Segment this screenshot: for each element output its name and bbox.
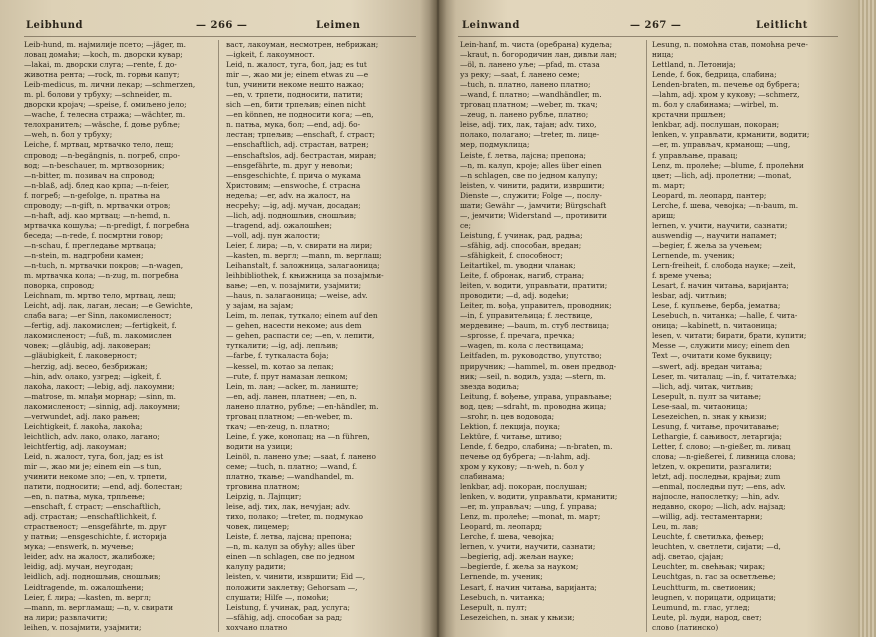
right-page xyxy=(438,0,876,637)
dictionary-line: ник; —seil, n. водиљ, узда; —stern, m. xyxy=(460,371,606,381)
dictionary-line: —n, m. калуп, кроје; alles über einen xyxy=(460,160,602,170)
dictionary-line: калупу радити; xyxy=(226,562,286,572)
dictionary-line: —mann, m. вергламаш; —n, v. свирати xyxy=(24,602,174,612)
dictionary-line: печење од бубрега; —n-lahm, adj. xyxy=(460,451,591,461)
dictionary-line: Lende, f. бедро, слабина; —n-braten, m. xyxy=(460,441,613,451)
dictionary-line: leisten, v. чинити, радити, извршити; xyxy=(460,180,605,190)
dictionary-line: хохчано платно xyxy=(226,622,288,632)
dictionary-line: страственост; —ensgefährte, m. друг xyxy=(24,522,167,532)
dictionary-line: спроводу; —n-gift, n. мртвачки отров; xyxy=(24,200,171,210)
dictionary-line: хром у кукову; —n-weh, n. бол у xyxy=(460,461,585,471)
dictionary-line: водити на узици; xyxy=(226,441,293,451)
dictionary-line: Lesepult, n. пулт за читање; xyxy=(652,391,762,401)
dictionary-line: —wand, f. платно; —wandhändler, m. xyxy=(460,90,602,100)
dictionary-line: adj. светао, сјајан; xyxy=(652,552,724,562)
dictionary-line: трговац платном; —weber, m. ткач; xyxy=(460,100,598,110)
dictionary-line: —enschaftlich, adj. страстан, ватрен; xyxy=(226,140,369,150)
dictionary-line: —n-haft, adj. као мртвац; —n-hemd, n. xyxy=(24,210,171,220)
dictionary-line: положити заклетву; Gehorsam —, xyxy=(226,582,358,592)
dictionary-line: несрећу; —ig, adj. мучан, досадан; xyxy=(226,200,361,210)
dictionary-line: Text —, очитати коме буквицу; xyxy=(652,351,773,361)
dictionary-line: f. време учења; xyxy=(652,271,712,281)
right-header-rule xyxy=(458,36,838,37)
dictionary-line: Leute, pl. људи, народ, свет; xyxy=(652,612,762,622)
dictionary-line: —lich, adj. подношљив, сношљив; xyxy=(226,210,357,220)
dictionary-line: Leuchtgas, n. гас за осветљење; xyxy=(652,572,776,582)
dictionary-line: —willig, adj. тестаментарни; xyxy=(652,512,763,522)
dictionary-line: слаба вага; —er Sinn, лакомисленост; xyxy=(24,311,172,321)
dictionary-line: Leipzig, n. Лајпциг; xyxy=(226,492,302,502)
dictionary-line: letzen, v. окрепити, разгалити; xyxy=(652,461,772,471)
dictionary-line: Leine, f. уже, конопац; на —n führen, xyxy=(226,431,370,441)
dictionary-line: lernen, v. учити, научити, сазнати; xyxy=(652,220,788,230)
dictionary-line: Lesezeichen, n. знак у књизи; xyxy=(652,411,767,421)
dictionary-line: auswendig —, научити напамет; xyxy=(652,230,777,240)
dictionary-line: Leistung, f. учинак, рад, радња; xyxy=(460,230,583,240)
dictionary-line: —begierig, adj. жељан науке; xyxy=(460,552,574,562)
dictionary-line: lernen, v. учити, научити, сазнати; xyxy=(460,542,596,552)
dictionary-line: —n-stein, m. надгробни камен; xyxy=(24,250,144,260)
left-page-header xyxy=(0,20,438,36)
dictionary-line: најпосле, напослетку; —hin, adv. xyxy=(652,492,780,502)
dictionary-line: —rute, f. прут намазан лепком; xyxy=(226,371,348,381)
dictionary-line: шати; Gewähr —, јамчити; Bürgschaft xyxy=(460,200,607,210)
dictionary-line: у зајам, на зајам; xyxy=(226,301,294,311)
dictionary-line: звезда водиља; xyxy=(460,381,520,391)
dictionary-line: lenken, v. управљати, крманити, водити; xyxy=(652,130,810,140)
right-page-header xyxy=(438,20,876,36)
dictionary-line: Leier, f. лира; —kasten, m. вергл; xyxy=(24,592,152,602)
dictionary-line: Lenden-braten, m. печење од бубрега; xyxy=(652,80,800,90)
dictionary-line: —kasten, m. вергл; —mann, m. верглаш; xyxy=(226,250,382,260)
dictionary-line: tun, учинити некоме нешто нажао; xyxy=(226,80,364,90)
dictionary-line: leihbibliothek, f. књижница за позајмљи- xyxy=(226,271,384,281)
dictionary-line: полако, полагано; —treter, m. лице- xyxy=(460,130,600,140)
dictionary-line: Lese-saal, m. читаоница; xyxy=(652,401,748,411)
dictionary-line: —in, f. управитељица; f. лествице, xyxy=(460,311,593,321)
dictionary-line: беседа; —n-rede, f. посмртни говор; xyxy=(24,230,164,240)
dictionary-line: leichtlich, adv. лако, олако, лагано; xyxy=(24,431,160,441)
dictionary-line: —enmal, последњи пут; —ens, adv. xyxy=(652,482,786,492)
dictionary-line: лакомисленост; —fuß, m. лакомислен xyxy=(24,331,172,341)
dictionary-line: —, јемчити; Widerstand —, противити xyxy=(460,210,607,220)
dictionary-line: —öl, n. ланено уље; —pfad, m. стаза xyxy=(460,60,600,70)
dictionary-line: Leinöl, n. ланено уље; —saat, f. ланено xyxy=(226,451,376,461)
right-header-guide-word-first: Leinwand xyxy=(462,20,520,31)
left-column-divider xyxy=(218,40,219,632)
dictionary-line: цвет; —lich, adj. пролетни; —monat, xyxy=(652,170,792,180)
dictionary-line: мер, подмуклица; xyxy=(460,140,530,150)
dictionary-line: —sfähigkeit, f. способност; xyxy=(460,250,563,260)
dictionary-line: Lende, f. бок, бедрица, слабина; xyxy=(652,70,777,80)
dictionary-line: —zeug, n. ланено рубље, платно; xyxy=(460,110,589,120)
dictionary-line: leuchten, v. светлети, сијати; —d, xyxy=(652,542,781,552)
dictionary-line: Lerche, f. шева, чевојка; —n-baum, m. xyxy=(652,200,799,210)
left-header-guide-word-last: Leimen xyxy=(316,20,361,31)
dictionary-line: Leihanstalt, f. заложница, залагаоница; xyxy=(226,261,380,271)
dictionary-line: Leuchte, f. светиљка, фењер; xyxy=(652,532,764,542)
dictionary-line: —herzig, adj. весео, безбрижан; xyxy=(24,361,148,371)
left-column-1 xyxy=(24,40,212,632)
left-page-number: — 266 — xyxy=(196,20,248,31)
dictionary-line: sich —en, бити трпељив; einen nicht xyxy=(226,100,366,110)
dictionary-line: Lerche, f. шева, чевојка; xyxy=(460,532,555,542)
right-page-number: — 267 — xyxy=(630,20,682,31)
dictionary-line: лакомисленост; —sinnig, adj. лакоумни; xyxy=(24,401,181,411)
dictionary-line: Lesart, f. начин читања, варијанта; xyxy=(652,281,789,291)
dictionary-line: — gehen, насести некоме; aus dem xyxy=(226,321,362,331)
dictionary-line: платно, ткање; —wandhandel, m. xyxy=(226,472,354,482)
left-header-rule xyxy=(24,36,416,37)
dictionary-line: f. управљање, правац; xyxy=(652,150,738,160)
dictionary-line: leidlich, adj. подношљив, сношљив; xyxy=(24,572,161,582)
dictionary-line: патити, подносити; —end, adj. болестан; xyxy=(24,482,183,492)
dictionary-line: Lesebuch, n. читанка; —halle, f. чита- xyxy=(652,311,798,321)
dictionary-line: туткалити; —ig, adj. лепљив; xyxy=(226,341,339,351)
dictionary-line: Leser, m. читалац; —in, f. читатељка; xyxy=(652,371,797,381)
dictionary-line: —wagen, m. кола с лествицама; xyxy=(460,341,584,351)
dictionary-line: мука; —enswerk, n. мучење; xyxy=(24,542,134,552)
dictionary-line: —tuch, n. платно, ланено платно; xyxy=(460,80,591,90)
dictionary-line: —sfähig, adj. способан за рад; xyxy=(226,612,343,622)
right-column-divider xyxy=(646,40,647,632)
dictionary-line: човек; —gläubig, adj. лаковеран; xyxy=(24,341,151,351)
dictionary-line: —tragend, adj. ожалошћен; xyxy=(226,220,332,230)
dictionary-line: Lein, m. лан; —acker, m. ланиште; xyxy=(226,381,359,391)
dictionary-line: Lesart, f. начин читања, варијанта; xyxy=(460,582,597,592)
dictionary-line: човек, лицемер; xyxy=(226,522,290,532)
page-edges xyxy=(858,0,876,637)
dictionary-line: —n-schau, f. прегледање мртваца; xyxy=(24,240,157,250)
dictionary-line: Leid, n. жалост, туга, бол, јад; es ist xyxy=(24,451,164,461)
dictionary-line: mir —, жао ми је; einem ein —s tun, xyxy=(24,461,162,471)
dictionary-line: —haus, n. залагаоница; —weise, adv. xyxy=(226,291,368,301)
dictionary-line: Leopard, m. леопард, пантер; xyxy=(652,190,767,200)
dictionary-line: Lesepult, n. пулт; xyxy=(460,602,527,612)
dictionary-line: —swert, adj. вредан читања; xyxy=(652,361,763,371)
dictionary-line: крстачни пршљен; xyxy=(652,110,726,120)
dictionary-line: —n-bitter, m. позивач на спровод; xyxy=(24,170,155,180)
dictionary-line: ловац домаћи; —koch, m. дворски кувар; xyxy=(24,50,183,60)
dictionary-line: —en können, не подносити кога; —en, xyxy=(226,110,374,120)
dictionary-line: Leuchter, m. свећњак; чирак; xyxy=(652,562,766,572)
dictionary-line: ница; xyxy=(652,50,674,60)
dictionary-line: —en, n. патња, мука, трпљење; xyxy=(24,492,145,502)
dictionary-line: Leitartikel, m. уводни чланак; xyxy=(460,261,576,271)
dictionary-line: Leiste, f. летва, лајсна; препона; xyxy=(226,532,353,542)
dictionary-line: ариш; xyxy=(652,210,676,220)
dictionary-line: leihen, v. позајмити, узајмити; xyxy=(24,622,142,632)
dictionary-line: Leopard, m. леопард; xyxy=(460,522,543,532)
dictionary-line: Leiste, f. летва, лајсна; препона; xyxy=(460,150,587,160)
dictionary-line: Leim, m. лепак, туткало; einem auf den xyxy=(226,311,378,321)
dictionary-line: Lenz, m. пролеће; —blume, f. пролећни xyxy=(652,160,804,170)
dictionary-line: lesen, v. читати; бирати, брати, купити; xyxy=(652,331,807,341)
dictionary-line: mir —, жао ми је; einem etwas zu —e xyxy=(226,70,369,80)
dictionary-line: Leuchtturm, m. светионик; xyxy=(652,582,756,592)
dictionary-line: животна рента; —rock, m. горњи капут; xyxy=(24,70,180,80)
dictionary-line: уз реку; —saat, f. ланено семе; xyxy=(460,70,580,80)
dictionary-line: —begier, f. жеља за учењем; xyxy=(652,240,763,250)
dictionary-line: —ensgeschichte, f. прича о мукама xyxy=(226,170,361,180)
dictionary-line: —srohr, n. цев водовода; xyxy=(460,411,555,421)
dictionary-line: —kraut, n. богородичин лан, дивљи лан; xyxy=(460,50,618,60)
dictionary-line: семе; —tuch, n. платно; —wand, f. xyxy=(226,461,358,471)
dictionary-line: Leu, m. лав; xyxy=(652,522,699,532)
dictionary-line: —gläubigkeit, f. лаковерност; xyxy=(24,351,138,361)
dictionary-line: недеља; —er, adv. на жалост, на xyxy=(226,190,351,200)
dictionary-line: —en, adj. ланен, платнен; —en, n. xyxy=(226,391,357,401)
dictionary-line: Leicht, adj. лак, лаган, лесан; —e Gewichte, xyxy=(24,301,193,311)
dictionary-line: Lesebuch, n. читанка; xyxy=(460,592,545,602)
dictionary-line: leichtfertig, adj. лакоуман; xyxy=(24,441,127,451)
dictionary-line: проводити; —d, adj. водећи; xyxy=(460,291,569,301)
dictionary-line: —matrose, m. млађи морнар; —sinn, m. xyxy=(24,391,177,401)
dictionary-line: —voll, adj. пун жалости; xyxy=(226,230,321,240)
dictionary-line: —n schlagen, све по једном калупу; xyxy=(460,170,598,180)
dictionary-line: m. март; xyxy=(652,180,686,190)
dictionary-line: —farbe, f. туткаласта боја; xyxy=(226,351,329,361)
dictionary-line: —lakai, m. дворски слуга; —rente, f. до- xyxy=(24,60,177,70)
dictionary-line: слово (латинско) xyxy=(652,622,719,632)
dictionary-line: Leichnam, m. мртво тело, мртвац, леш; xyxy=(24,291,176,301)
dictionary-line: слабинама; xyxy=(460,472,505,482)
dictionary-line: Leitfaden, m. руководство, упутство; xyxy=(460,351,602,361)
dictionary-line: —igkeit, f. лакоумност. xyxy=(226,50,315,60)
dictionary-line: Leite, f. обронак, нагиб, страна; xyxy=(460,271,585,281)
dictionary-line: leider, adv. на жалост, жалибоже; xyxy=(24,552,156,562)
right-header-guide-word-last: Leitlicht xyxy=(756,20,808,31)
dictionary-line: слова; —n-gießerei, f. ливница слова; xyxy=(652,451,796,461)
dictionary-line: —fertig, adj. лакомислен; —fertigkeit, f. xyxy=(24,321,177,331)
dictionary-line: приручник; —hammel, m. овен предвод- xyxy=(460,361,617,371)
dictionary-line: Leiter, m. вођа, управитељ, проводник; xyxy=(460,301,612,311)
dictionary-line: трговац платном; —en-weber, m. xyxy=(226,411,353,421)
dictionary-line: —wache, f. телесна стража; —wächter, m. xyxy=(24,110,186,120)
dictionary-line: телохранитељ; —wäsche, f. доње рубље; xyxy=(24,120,181,130)
dictionary-line: Leitung, f. вођење, управа, управљање; xyxy=(460,391,612,401)
dictionary-line: — gehen, распасти се; —en, v. лепити, xyxy=(226,331,375,341)
dictionary-line: спровод; —n-begängnis, n. погреб, спро- xyxy=(24,150,180,160)
dictionary-line: мердевине; —baum, m. стуб лествица; xyxy=(460,321,610,331)
dictionary-line: m. мртвачка кола; —n-zug, m. погребна xyxy=(24,271,179,281)
dictionary-line: Leichtigkeit, f. лакоћа, лакоћа; xyxy=(24,421,143,431)
dictionary-line: Lesung, n. помоћна став, помоћна рече- xyxy=(652,40,808,49)
dictionary-line: Lethargie, f. сањивост, летаргија; xyxy=(652,431,782,441)
dictionary-line: —n-tuch, n. мртвачки покров; —n-wagen, xyxy=(24,261,184,271)
dictionary-line: Leid, n. жалост, туга, бол, јад; es tut xyxy=(226,60,367,70)
dictionary-line: —verwundet, adj. лако рањен; xyxy=(24,411,141,421)
dictionary-line: Lein-hanf, m. чиста (оребрана) кудеља; xyxy=(460,40,613,49)
dictionary-line: leidig, adj. мучан, неугодан; xyxy=(24,562,134,572)
left-header-guide-word-first: Leibhund xyxy=(26,20,83,31)
dictionary-line: Leib-medicus, m. лични лекар; —schmerzen, xyxy=(24,80,196,90)
dictionary-line: мртвачка кошуља; —n-predigt, f. погребна xyxy=(24,220,190,230)
dictionary-line: n. патња, мука, бол; —end, adj. бо- xyxy=(226,120,361,130)
dictionary-line: lenken, v. водити, управљати, крманити; xyxy=(460,492,618,502)
dictionary-line: оница; —kabinett, n. читаоница; xyxy=(652,321,778,331)
right-column-1 xyxy=(460,40,642,632)
dictionary-line: Lektion, f. лекција, поука; xyxy=(460,421,561,431)
dictionary-line: —lich, adj. читак, читљив; xyxy=(652,381,754,391)
dictionary-line: Dienste —, служити; Folge —, послу- xyxy=(460,190,602,200)
dictionary-line: се; xyxy=(460,220,472,230)
dictionary-line: lesbar, adj. читљив; xyxy=(652,291,727,301)
dictionary-line: Христовим; —enswoche, f. страсна xyxy=(226,180,361,190)
dictionary-line: —er, m. управљач; —ung, f. управа; xyxy=(460,502,597,512)
dictionary-line: —en, v. трпети, подносити, патити; xyxy=(226,90,363,100)
dictionary-line: —n-blaß, adj. блед као крпа; —n-feier, xyxy=(24,180,170,190)
dictionary-line: Leiche, f. мртвац, мртвачко тело, леш; xyxy=(24,140,174,150)
dictionary-line: слушати; Hilfe —, помоћи; xyxy=(226,592,329,602)
dictionary-line: трговина платном; xyxy=(226,482,300,492)
dictionary-line: Leistung, f. учинак, рад, услуга; xyxy=(226,602,351,612)
dictionary-line: Lektüre, f. читање, штиво; xyxy=(460,431,562,441)
dictionary-line: Messe —, служити мису; einem den xyxy=(652,341,790,351)
dictionary-line: —ensgefährte, m. друг у невољи; xyxy=(226,160,353,170)
dictionary-line: einen —n schlagen, све по једном xyxy=(226,552,355,562)
dictionary-line: вод; —n-beschauer, m. мртвозорник; xyxy=(24,160,165,170)
dictionary-line: Lernende, m. ученик; xyxy=(652,250,735,260)
dictionary-line: васт, лакоуман, несмотрен, небрижан; xyxy=(226,40,379,49)
dictionary-line: leise, adj. тих, лак, нечујан; adv. xyxy=(226,502,351,512)
left-column-2 xyxy=(226,40,416,632)
dictionary-line: тихо, полако; —treter, m. подмукао xyxy=(226,512,363,522)
dictionary-line: Lern-freiheit, f. слобода науке; —zeit, xyxy=(652,261,796,271)
dictionary-line: Leier, f. лира; —n, v. свирати на лири; xyxy=(226,240,373,250)
dictionary-line: leugnen, v. порицати, одрицати; xyxy=(652,592,777,602)
dictionary-line: adj. страстан; —enschaftlichkeit, f. xyxy=(24,512,157,522)
dictionary-line: недавно, скоро; —lich, adv. најзад; xyxy=(652,502,786,512)
right-column-2 xyxy=(652,40,838,632)
dictionary-line: —n, m. калуп за обућу; alles über xyxy=(226,542,355,552)
dictionary-line: Lenz, m. пролеће; —monat, m. март; xyxy=(460,512,601,522)
dictionary-line: Leidtragende, m. ожалошћени; xyxy=(24,582,144,592)
dictionary-line: вање; —en, v. позајмити, узајмити; xyxy=(226,281,362,291)
dictionary-line: leise, adj. тих, лак, тајан; adv. тихо, xyxy=(460,120,597,130)
dictionary-line: —sprosse, f. пречага, пречка; xyxy=(460,331,575,341)
dictionary-line: на лири; развлачити; xyxy=(24,612,108,622)
dictionary-line: Letter, f. слово; —n-gießer, m. ливац xyxy=(652,441,791,451)
dictionary-line: —weh, n. бол у трбуху; xyxy=(24,130,113,140)
dictionary-line: учинити некоме зло; —en, v. трпети, xyxy=(24,472,167,482)
dictionary-line: лестан; трпељив; —enschaft, f. страст; xyxy=(226,130,376,140)
dictionary-line: Lesezeichen, n. знак у књизи; xyxy=(460,612,575,622)
dictionary-line: ланено платно, рубље; —en-händler, m. xyxy=(226,401,379,411)
dictionary-line: поворка, спровод; xyxy=(24,281,95,291)
dictionary-line: letzt, adj. последњи, крајњи; zum xyxy=(652,472,781,482)
dictionary-line: Lese, f. купљење, берба, јематва; xyxy=(652,301,781,311)
dictionary-line: m. бол у слабинама; —wirbel, m. xyxy=(652,100,779,110)
dictionary-line: leisten, v. чинити, извршити; Eid —, xyxy=(226,572,366,582)
dictionary-line: Lernende, m. ученик; xyxy=(460,572,543,582)
dictionary-line: ткач; —en-zeug, n. платно; xyxy=(226,421,330,431)
dictionary-line: —enschaft, f. страст; —enschaftlich, xyxy=(24,502,161,512)
dictionary-line: Lesung, f. читање, прочитавање; xyxy=(652,421,780,431)
dictionary-line: —hin, adv. олако, узгред; —igkeit, f. xyxy=(24,371,162,381)
dictionary-line: f. погреб; —n-gefolge, n. пратња на xyxy=(24,190,160,200)
dictionary-line: lenkbar, adj. покоран, послушан; xyxy=(460,482,588,492)
dictionary-line: lenkbar, adj. послушан, покоран; xyxy=(652,120,780,130)
dictionary-line: leiten, v. водити, управљати, пратити; xyxy=(460,281,608,291)
dictionary-line: —begierde, f. жеља за науком; xyxy=(460,562,579,572)
dictionary-line: Leib-hund, m. најмилије псето; —jäger, m. xyxy=(24,40,187,49)
dictionary-line: у патњи; —ensgeschichte, f. историја xyxy=(24,532,167,542)
dictionary-line: —sfähig, adj. способан, вредан; xyxy=(460,240,582,250)
dictionary-line: вод, цев; —sdraht, m. проводна жица; xyxy=(460,401,607,411)
dictionary-line: лакоћа, лакост; —lebig, adj. лакоумни; xyxy=(24,381,175,391)
dictionary-line: —lahm, adj. хром у кукову; —schmerz, xyxy=(652,90,800,100)
dictionary-line: m. pl. болови у трбуху; —schneider, m. xyxy=(24,90,173,100)
dictionary-line: —kessel, m. котао за лепак; xyxy=(226,361,334,371)
dictionary-line: Lettland, n. Летонија; xyxy=(652,60,736,70)
dictionary-line: Leumund, m. глас, углед; xyxy=(652,602,750,612)
dictionary-line: —enschaftslos, adj. бестрастан, миран; xyxy=(226,150,377,160)
dictionary-line: —er, m. управљач, крманош; —ung, xyxy=(652,140,791,150)
dictionary-line: дворски кројач; —speise, f. омиљено јело; xyxy=(24,100,187,110)
